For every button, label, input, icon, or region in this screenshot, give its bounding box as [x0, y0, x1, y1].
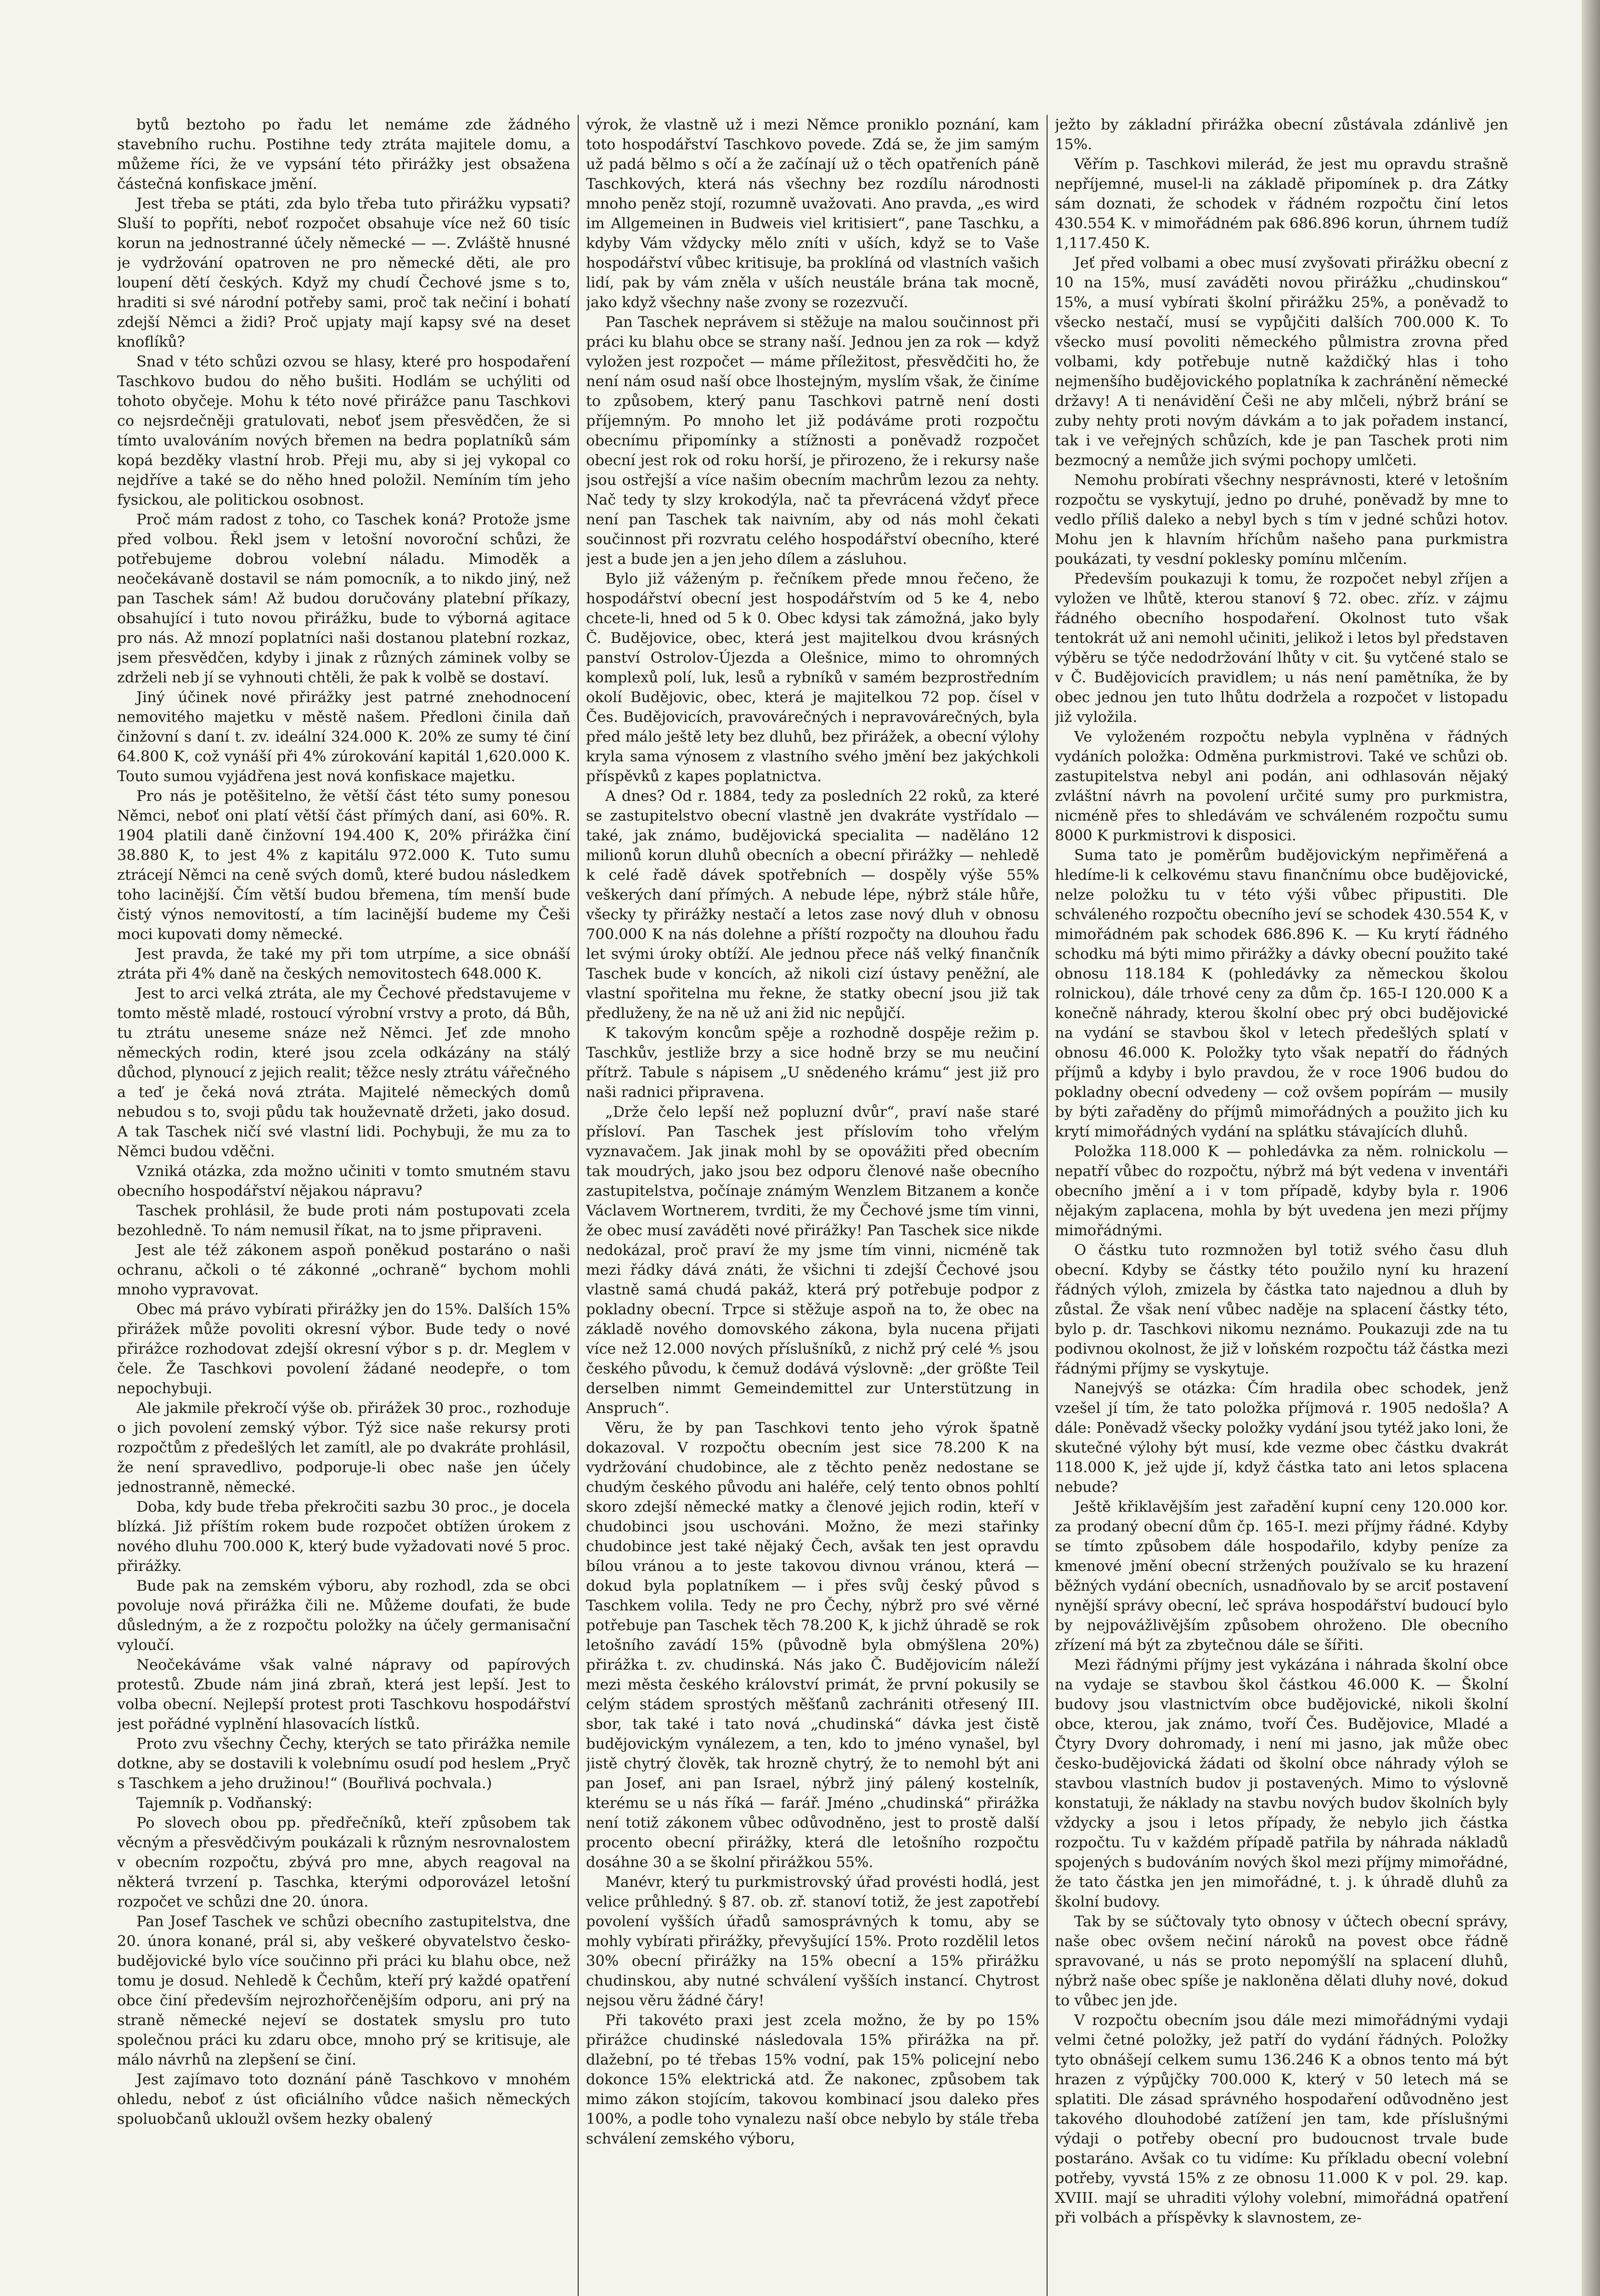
- text-columns: [117, 115, 1509, 2296]
- page-edge-shadow: [1582, 0, 1600, 2296]
- article-paragraph: Při takovéto praxi jest zcela možno, že by po 15% přirážce chudinské následovala 15% přirážka na př. dlažební, po té třebas 15% vodní, pak 15% policejní nebo dokonce 15% elektrická atd. Že nakonec, způsobem tak mimo zákon stojícím, takovou kombinací jsou daleko přes 100%, a podle toho vynalezu naší obce nebylo by stále třeba schválení zemského výboru,: [586, 2011, 1039, 2147]
- article-paragraph: A dnes? Od r. 1884, tedy za posledních 22 roků, za které se zastupitelstvo obecní vlastně jen dvakráte vystřídalo — také, jak známo, budějovická specialita — naděláno 12 milionů korun dluhů obecních a obecní přirážky — nehledě k celé řadě dávek spotřebních — dospěly výše 55% veškerých daní přímých. A nebude lépe, nýbrž stále hůře, všecky ty přirážky nestačí a letos zase nový dluh v obnosu 700.000 K na nás dolehne a příští rozpočty na dlouhou řadu let svými úroky obtíží. Ale jednou přece náš velký finančník Taschek bude v koncích, až nikoli cizí ústavy peněžní, ale vlastní spořitelna mu řekne, že statky obecní jsou již tak předluženy, že na ně už ani žid nic nepůjčí.: [586, 787, 1039, 1022]
- article-paragraph: Pro nás je potěšitelno, že větší část této sumy ponesou Němci, neboť oni platí větší část přímých daní, asi 60%. R. 1904 platili daně činžovní 194.400 K, 20% přirážka činí 38.880 K, to jest 4% z kapitálu 972.000 K. Tuto sumu ztrácejí Němci na ceně svých domů, které budou následkem toho lacinější. Čím větší budou břemena, tím menší bude čistý výnos nemovitostí, a tím lacinější budeme my Češi moci kupovati domy německé.: [117, 787, 570, 943]
- article-paragraph: Ve vyloženém rozpočtu nebyla vyplněna v řádných vydáních položka: Odměna purkmistrovi. Také ve schůzi ob. zastupitelstva nebyl ani podán, ani odhlasován nějaký zvláštní návrh na povolení určité sumy pro purkmistra, nicméně přes to shledávám ve schváleném rozpočtu sumu 8000 K purkmistrovi k disposici.: [1055, 728, 1508, 844]
- article-paragraph: Po slovech obou pp. předřečníků, kteří způsobem tak věcným a přesvědčivým poukázali k různým nesrovnalostem v obecním rozpočtu, zbývá pro mne, abych reagoval na některá tvrzení p. Taschka, kterými odporovázel letošní rozpočet ve schůzi dne 20. února.: [117, 1814, 570, 1910]
- article-paragraph: O částku tuto rozmnožen byl totiž svého času dluh obecní. Kdyby se částky této použilo nyní ku hrazení řádných výloh, zmizela by částka tato najednou a dluh by zůstal. Že však není vůbec naděje na splacení částky této, bylo p. dr. Taschkovi nikomu neznámo. Poukazuji zde na tu podivnou okolnost, že již v loňském rozpočtu táž částka mezi řádnými příjmy se vyskytuje.: [1055, 1241, 1508, 1377]
- article-paragraph: Proto zvu všechny Čechy, kterých se tato přirážka nemile dotkne, aby se dostavili k volebnímu osudí pod heslem „Pryč s Taschkem a jeho družinou!“ (Bouřlivá pochvala.): [117, 1735, 570, 1792]
- article-paragraph: Neočekáváme však valné nápravy od papírových protestů. Zbude nám jiná zbraň, která jest lepší. Jest to volba obecní. Nejlepší protest proti Taschkovu hospodářství jest pořádné vyplnění hlasovacích lístků.: [117, 1656, 570, 1733]
- column-middle: [586, 115, 1039, 2296]
- article-paragraph: Bylo již váženým p. řečníkem přede mnou řečeno, že hospodářství obecní jest hospodářstvím od 5 ke 4, nebo chcete-li, hned od 5 k 0. Obec kdysi tak zámožná, jako byly Č. Budějovice, obec, která jest majitelkou dvou krásných panství Ostrolov-Újezda a Olešnice, mimo to ohromných komplexů polí, luk, lesů a rybníků v samém bezprostředním okolí Budějovic, obec, která je majitelkou 72 pop. čísel v Čes. Budějovicích, pravovárečných i nepravovárečných, byla před málo ještě lety bez dluhů, bez přirážek, a obecní výlohy kryla sama výnosem z vlastního svého jmění bez jakýchkoli příspěvků z kapes poplatnictva.: [586, 570, 1039, 785]
- article-paragraph: Obec má právo vybírati přirážky jen do 15%. Dalších 15% přirážek může povoliti okresní výbor. Bude tedy o nové přirážce rozhodovat zdejší okresní výbor s p. dr. Meglem v čele. Že Taschkovi povolení žádané neodepře, o tom nepochybuji.: [117, 1300, 570, 1397]
- article-paragraph: Bude pak na zemském výboru, aby rozhodl, zda se obci povoluje nová přirážka čili ne. Můžeme doufati, že bude důsledným, a že z rozpočtu položky na účely germanisační vyloučí.: [117, 1577, 570, 1654]
- article-paragraph: výrok, že vlastně už i mezi Němce proniklo poznání, kam toto hospodářství Taschkovo povede. Zdá se, že jim samým už padá bělmo s očí a že začínají už o těch opatřeních páně Taschkových, která nás všechny bez rozdílu národnosti mnoho peněz stojí, rozumně uvažovati. Ano pravda, „es wird im Allgemeinen in Budweis viel kritisiert“, pane Taschku, a kdyby Vám vždycky mělo zníti v uších, když se to Vaše hospodářství vůbec kritisuje, ba proklíná od vlastních vašich lidí, pak by vám zněla v uších neustále brána tak mocně, jako když všechny naše zvony se rozezvučí.: [586, 116, 1039, 311]
- column-divider: [578, 115, 579, 2296]
- article-paragraph: Nemohu probírati všechny nesprávnosti, které v letošním rozpočtu se vyskytují, jedno po druhé, poněvadž by mne to vedlo příliš daleko a nebyl bych s tím v jedné schůzi hotov. Mohu jen k hlavním hříchům našeho pana purkmistra poukázati, ty vesdní poklesky pomínu mlčením.: [1055, 471, 1508, 568]
- article-paragraph: Pan Josef Taschek ve schůzi obecního zastupitelstva, dne 20. února konané, prál si, aby veškeré obyvatelstvo česko-budějovické bylo více součinno při práci ku blahu obce, než tomu je dosud. Nehledě k Čechům, kteří prý každé opatření obce činí především nejrozhořčenějším odporu, ani prý na straně německé nejeví se dostatek smyslu pro tuto společnou práci ku zdaru obce, mnoho prý se kritisuje, ale málo návrhů na zlepšení se činí.: [117, 1913, 570, 2068]
- column-left: [117, 115, 570, 2296]
- article-paragraph: Tak by se súčtovaly tyto obnosy v účtech obecní správy, naše obec ovšem nečiní nároků na povest obce řádně spravované, u nás se proto nepomýšlí na splacení dluhů, nýbrž naše obec spíše je nakloněna dělati dluhy nové, dokud to vůbec jen jde.: [1055, 1913, 1508, 2009]
- article-paragraph: „Drže čelo lepší než popluzní dvůr“, praví naše staré přísloví. Pan Taschek jest příslovím toho vřelým vyznavačem. Jak jinak mohl by se opovážiti před obecním tak moudrých, jako jsou bez odporu členové naše obecního zastupitelstva, počínaje známým Wenzlem Bitzanem a konče Václavem Wortnerem, tvrditi, že my Čechové jsme tím vinni, že obec musí zaváděti nové přirážky! Pan Taschek sice nikde nedokázal, proč praví že my jsme tím vinni, nicméně tak mezi řádky dává znáti, že všichni ti zdejší Čechové jsou vlastně samá chudá pakáž, která prý potřebuje podpor z pokladny obecní. Trpce si stěžuje aspoň na to, že obec na základě nového domovského zákona, byla nucena přijati více než 12.000 nových příslušníků, z nichž prý celé ⅘ jsou českého původu, k čemuž dodává výslovně: „der größte Teil derselben nimmt Gemeindemittel zur Unterstützung in Anspruch“.: [586, 1103, 1039, 1417]
- article-paragraph: Jest to arci velká ztráta, ale my Čechové představujeme v tomto městě mladé, rostoucí výrobní vrstvy a proto, dá Bůh, tu ztrátu uneseme snáze než Němci. Jeť zde mnoho německých rodin, které jsou zcela odkázány na stálý důchod, plynoucí z jejich realit; těžce nesly ztrátu vářečného a teď je čeká nová ztráta. Majitelé německých domů nebudou s to, svoji půdu tak houževnatě držeti, jako dosud. A tak Taschek ničí své vlastní lidi. Pochybuji, že mu za to Němci budou vděčni.: [117, 985, 570, 1160]
- article-paragraph: Jiný účinek nové přirážky jest patrné znehodnocení nemovitého majetku v městě našem. Předloni činila daň činžovní s daní t. zv. ideální 324.000 K. 20% ze sumy té činí 64.800 K, což vynáší při 4% zúrokování kapitál 1,620.000 K. Touto sumou vyjádřena jest nová konfiskace majetku.: [117, 688, 570, 785]
- column-right: [1055, 115, 1508, 2296]
- article-paragraph: Snad v této schůzi ozvou se hlasy, které pro hospodaření Taschkovo budou do něho bušiti. Hodlám se uchýliti od tohoto obyčeje. Mohu k této nové přirážce panu Taschkovi co nejsrdečněji gratulovati, neboť jsem přesvědčen, že si tímto uvalováním nových břemen na bedra poplatníků sám kopá bezděky vlastní hrob. Přeji mu, aby si jej vykopal co nejdříve a také se do něho hned položil. Nemíním tím jeho fysickou, ale politickou osobnost.: [117, 353, 570, 508]
- article-paragraph: Suma tato je poměrům budějovickým nepřiměřená a hledíme-li k celkovému stavu finančnímu obce budějovické, nelze položku tu v této výši vůbec připustiti. Dle schváleného rozpočtu obecního jeví se schodek 430.554 K, v mimořádném pak schodek 686.896 K. — Ku krytí řádného schodku má býti mimo přirážky a dávky obecní použito také obnosu 118.184 K (pohledávky za německou školou rolnickou), dále trhové ceny za dům čp. 165-I 120.000 K a konečně náhrady, kterou školní obec prý obci budějovické na vydání se stavbou škol v letech předešlých splatí v obnosu 46.000 K. Položky tyto však nepatří do řádných příjmů a kdyby i bylo pravdou, že v roce 1906 budou do pokladny obecní odvedeny — což ovšem popírám — musily by býti zařaděny do příjmů mimořádných a použito jich ku krytí mimořádných vydání na splátku stávajících dluhů.: [1055, 846, 1508, 1140]
- article-paragraph: Jeť před volbami a obec musí zvyšovati přirážku obecní z 10 na 15%, musí zaváděti novou přirážku „chudinskou“ 15%, a musí vybírati školní přirážku 25%, a poněvadž to všecko nestačí, musí se vypůjčiti dalších 700.000 K. To všecko musí povoliti německého půlmistra zrovna před volbami, kdy potřebuje nutně každičký hlas i toho nejmenšího budějovického poplatníka k zachránění německé državy! A ti nenávidění Češi ne aby mlčeli, nýbrž brání se zuby nehty proti novým dávkám a to jak pořadem instancí, tak i ve veřejných schůzích, kde je pan Taschek proti nim bezmocný a nemůže jich svými pochopy umlčeti.: [1055, 254, 1508, 469]
- section-heading: Tajemník p. Vodňanský:: [136, 1794, 313, 1812]
- article-paragraph: Taschek prohlásil, že bude proti nám postupovati zcela bezohledně. To nám nemusil říkat, na to jsme připraveni.: [117, 1202, 570, 1239]
- article-paragraph: Jest ale též zákonem aspoň poněkud postaráno o naši ochranu, ačkoli o té zákonné „ochraně“ bychom mohli mnoho vypravovat.: [117, 1241, 570, 1298]
- article-paragraph: Ale jakmile překročí výše ob. přirážek 30 proc., rozhoduje o jich povolení zemský výbor. Týž sice naše rekursy proti rozpočtům z předešlých let zamítl, ale po dvakráte prohlásil, že není spravedlivo, podporuje-li obec naše jen účely jednostranně, německé.: [117, 1399, 570, 1496]
- article-paragraph: Věřím p. Taschkovi milerád, že jest mu opravdu strašně nepříjemné, musel-li na základě připomínek p. dra Zátky sám doznati, že schodek v řádném rozpočtu činí letos 430.554 K. v mimořádném pak 686.896 korun, úhrnem tudíž 1,117.450 K.: [1055, 155, 1508, 252]
- article-paragraph: Vzniká otázka, zda možno učiniti v tomto smutném stavu obecního hospodářství nějakou nápravu?: [117, 1162, 570, 1199]
- article-paragraph: V rozpočtu obecním jsou dále mezi mimořádnými vydaji velmi četné položky, jež patří do vydání řádných. Položky tyto obnášejí celkem sumu 136.246 K a obnos tento má být hrazen z výpůjčky 700.000 K, který v 50 letech má se splatiti. Dle zásad správného hospodaření odůvodněno jest takového dlouhodobé zatížení jen tam, kde příslušnými výdaji o potřeby obecní pro budoucnost trvale bude postaráno. Avšak co tu vidíme: Ku příkladu obecní volební potřeby, vyvstá 15% z ze obnosu 11.000 K v pol. 29. kap. XVIII. mají se uhraditi výlohy volební, mimořádná opatření při volbách a příspěvky k slavnostem, ze-: [1055, 2011, 1508, 2226]
- article-paragraph: K takovým koncům spěje a rozhodně dospěje režim p. Taschkův, jestliže brzy a sice hodně brzy se mu neučiní přítrž. Tabule s nápisem „U snědeného krámu“ jest již pro naši radnici připravena.: [586, 1024, 1039, 1101]
- article-paragraph: Jest zajímavo toto doznání páně Taschkovo v mnohém ohledu, neboť z úst oficiálního vůdce našich německých spoluobčanů ukloužl ovšem hezky obalený: [117, 2071, 570, 2127]
- article-paragraph: Ještě křiklavějším jest zařadění kupní ceny 120.000 kor. za prodaný obecní dům čp. 165-I. mezi příjmy řádné. Kdyby se tímto způsobem dále hospodařilo, kdyby peníze za kmenové jmění obecní stržených používalo se ku hrazení běžných vydání obecních, usnadňovalo by se arciť postavení nynější správy obecní, leč správa hospodářství budoucí bylo by nejpovážlivějším způsobem ohroženo. Dle obecního zřízení má být za zbytečnou dále se šířiti.: [1055, 1498, 1508, 1654]
- article-paragraph: Manévr, který tu purkmistrovský úřad provésti hodlá, jest velice průhledný. § 87. ob. zř. stanoví totiž, že jest zapotřebí povolení vyšších úřadů samosprávných k tomu, aby se mohly vybírati přirážky, převyšující 15%. Proto rozdělil letos 30% obecní přirážky na 15% obecní a 15% přirážku chudinskou, aby nutné schválení vyšších instancí. Chytrost nejsou věru žádné čáry!: [586, 1873, 1039, 2009]
- article-paragraph: Doba, kdy bude třeba překročiti sazbu 30 proc., je docela blízká. Již příštím rokem bude rozpočet obtížen úrokem z nového dluhu 700.000 K, který bude vyžadovati nové 5 proc. přirážky.: [117, 1498, 570, 1575]
- article-paragraph: Pan Taschek neprávem si stěžuje na malou součinnost při práci ku blahu obce se strany naší. Jednou jen za rok — když vyložen jest rozpočet — máme příležitost, přesvědčiti ho, že není nám osud naší obce lhostejným, myslím však, že činíme to způsobem, který panu Taschkovi patrně není dosti příjemným. Po mnoho let již podáváme proti rozpočtu obecnímu připomínky a stížnosti a poněvadž rozpočet obecní jest rok od roku horší, je přirozeno, že i rekursy naše jsou ostřejší a více našim obecním machrům lezou za nehty. Nač tedy ty slzy krokodýla, nač ta převrácená vždyť přece není pan Taschek tak naivním, aby od nás mohl čekati součinnost při rozvratu celého hospodářství obecního, které jest a bude jen a jen jeho dílem a zásluhou.: [586, 313, 1039, 568]
- article-paragraph: Položka 118.000 K — pohledávka za něm. rolnickolu — nepatří vůbec do rozpočtu, nýbrž má být vedena v inventáři obecního jmění a i v tom případě, kdyby byla r. 1906 nějakým zaplacena, mohla by být uvedena jen mezi příjmy mimořádnými.: [1055, 1142, 1508, 1239]
- article-paragraph: Mezi řádnými příjmy jest vykázána i náhrada školní obce na vydaje se stavbou škol částkou 46.000 K. — Školní budovy jsou vlastnictvím obce budějovické, nikoli školní obce, kterou, jak známo, tvoří Čes. Budějovice, Mladé a Čtyry Dvory dohromady, i není mi jasno, jak může obec česko-budějovická žádati od školní obce náhrady výloh se stavbou vlastních budov ji postavených. Mimo to výslovně konstatuji, že náklady na stavbu nových budov školních byly vždycky a jsou i letos případy, že nebylo jich částka rozpočtu. Tu v každém případě patřila by náhrada nákladů spojených s budováním nových škol mezi příjmy mimořádné, že tato částka jen jen mimořádné, t. j. k úhradě dluhů za školní budovy.: [1055, 1656, 1508, 1910]
- column-divider: [1047, 115, 1048, 2296]
- article-paragraph: Jest třeba se ptáti, zda bylo třeba tuto přirážku vypsati? Sluší to popříti, neboť rozpočet obsahuje více než 60 tisíc korun na jednostranné účely německé — —. Zvláště hnusné je vydržování opatroven ne pro německé děti, ale pro loupení dětí českých. Když my chudí Čechové jsme s to, hraditi si své národní potřeby sami, proč tak nečiní i bohatí zdejší Němci a židi? Proč upjaty mají kapsy své na deset knoflíků?: [117, 195, 570, 350]
- article-paragraph: ježto by základní přirážka obecní zůstávala zdánlivě jen 15%.: [1055, 116, 1508, 153]
- article-paragraph: Jest pravda, že také my při tom utrpíme, a sice obnáší ztráta při 4% daně na českých nemovitostech 648.000 K.: [117, 945, 570, 982]
- article-paragraph: Věru, že by pan Taschkovi tento jeho výrok špatně dokazoval. V rozpočtu obecním jest sice 78.200 K na vydržování chudobince, ale z těchto peněz nedostane se chudým českého původu ani haléře, celý tento obnos pohltí skoro zdejší německé matky a členové jejich rodin, kteří v chudobinci jsou uschováni. Možno, že mezi stařinky chudobince jest také nějaký Čech, avšak ten jest opravdu bílou vránou a to jeste takovou divnou vránou, která — dokud byla poplatníkem — i přes svůj český původ s Taschkem volila. Tedy ne pro Čechy, nýbrž pro své věrné potřebuje pan Taschek těch 78.200 K, k jichž úhradě se rok letošního zavádí 15% (původně byla obmýšlena 20%) přirážka t. zv. chudinská. Nás jako Č. Budějovicím náleží mezi města českého království primát, že první pokusily se celým stádem sprostých měšťanů zachrániti otřesený III. sbor, tak také i tato nová „chudinská“ dávka jest čistě budějovickým vynálezem, a ten, kdo to jméno vynašel, byl jistě chytrý člověk, tak hrozně chytrý, že to nemohl být ani pan Josef, ani pan Israel, nýbrž jiný pálený kostelník, kterému se u nás říká — farář. Jméno „chudinská“ přirážka není totiž zákonem vůbec odůvodněno, jest to prostě další procento obecní přirážky, která dle letošního rozpočtu dosáhne 30 a se školní přirážkou 55%.: [586, 1419, 1039, 1871]
- article-paragraph: bytů beztoho po řadu let nemáme zde žádného stavebního ruchu. Postihne tedy ztráta majitele domu, a můžeme říci, že ve vypsání této přirážky jest obsažena částečná konfiskace jmění.: [117, 116, 570, 192]
- article-paragraph: Proč mám radost z toho, co Taschek koná? Protože jsme před volbou. Řekl jsem v letošní novoroční schůzi, že potřebujeme dobrou volební náladu. Mimoděk a neočekávaně dostavil se nám pomocník, a to nikdo jiný, než pan Taschek sám! Až budou doručovány platební příkazy, obsahující i tuto novou přirážku, bude to výborná agitace pro nás. Až mnozí poplatníci naši dostanou platební rozkaz, jsem přesvědčen, kdyby i jinak z různých záminek volby se zdrželi neb jí se vyhnouti chtěli, že pak k volbě se dostaví.: [117, 511, 570, 686]
- article-paragraph: Především poukazuji k tomu, že rozpočet nebyl zříjen a vyložen ve lhůtě, kterou stanoví § 72. obec. zříz. v zájmu řádného obecního hospodaření. Okolnost tuto však tentokrát už ani nemohl učiniti, jelikož i letos byl představen výběru se týče nedodržování lhůty v cit. §u vytčené stalo se v Č. Budějovicích pravidlem; u nás není pamětníka, že by obec jednou jen tuto lhůtu dodržela a rozpočet v listopadu již vyložila.: [1055, 570, 1508, 726]
- article-paragraph: Nanejvýš se otázka: Čím hradila obec schodek, jenž vzešel jí tím, že tato položka příjmová r. 1905 nedošla? A dále: Poněvadž všecky položky vydání jsou tytéž jako loni, že skutečné výlohy být musí, kde vezme obec částku dvakrát 118.000 K, jež ujde jí, když částka tato ani letos splacena nebude?: [1055, 1379, 1508, 1496]
